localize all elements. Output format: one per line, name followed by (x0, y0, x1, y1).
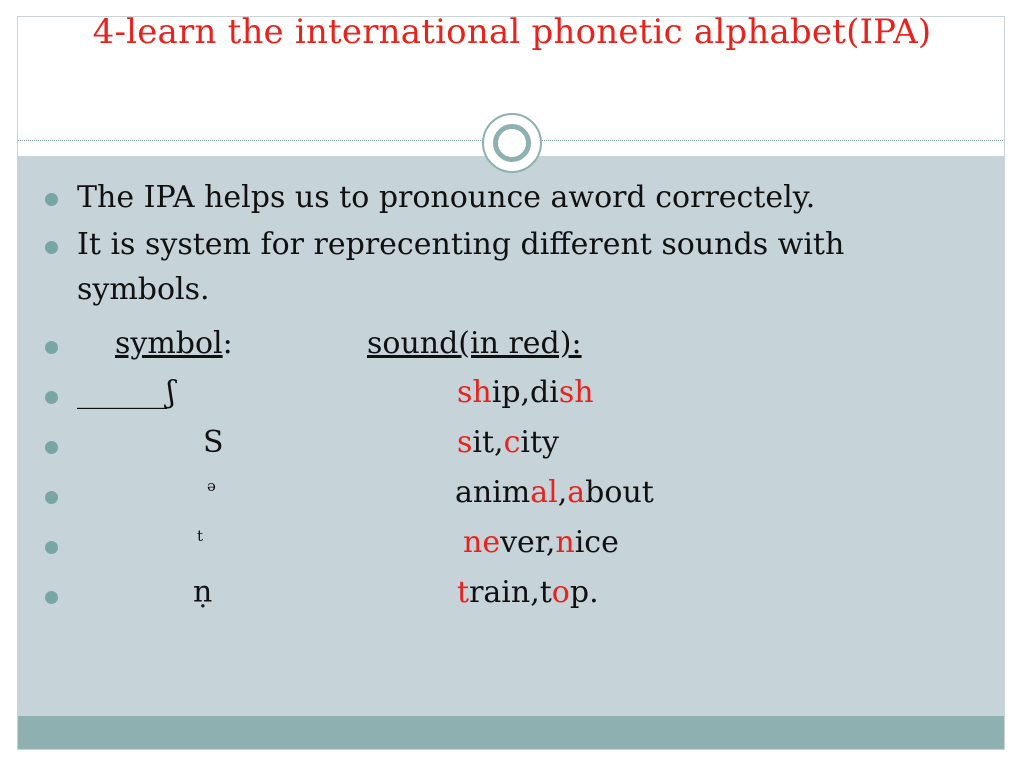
example-black: rain,t (469, 575, 552, 610)
example-red: o (551, 575, 570, 610)
bullet-item (45, 220, 995, 320)
symbol-value: ə (207, 477, 216, 495)
bullet-text: The IPA helps us to pronounce aword correctely. (77, 180, 816, 215)
example-red: sh (457, 375, 492, 410)
example-black: it, (472, 425, 504, 460)
example-cell (457, 419, 559, 467)
slide-title: 4-learn the international phonetic alphabet(IPA) (92, 12, 932, 52)
example-black: , (557, 475, 568, 510)
circle-ornament-icon (482, 113, 542, 173)
symbol-value: S (203, 425, 224, 460)
example-black: ip,di (491, 375, 559, 410)
example-black: ice (574, 525, 619, 560)
example-black: bout (585, 475, 654, 510)
bullet-icon (45, 591, 58, 604)
circle-ornament-inner (493, 124, 531, 162)
example-red: t (457, 575, 470, 610)
table-row (45, 520, 995, 570)
table-row (45, 470, 995, 520)
example-cell (455, 469, 654, 517)
example-black: ity (520, 425, 560, 460)
symbol-header (115, 320, 233, 368)
example-cell (463, 519, 619, 567)
symbol-header-label: symbol (115, 326, 223, 361)
symbol-blank-line: ______ (77, 375, 167, 410)
bullet-icon (45, 193, 58, 206)
example-red: a (567, 475, 586, 510)
example-red: al (530, 475, 558, 510)
bullet-icon (45, 241, 58, 254)
example-black: p. (569, 575, 599, 610)
symbol-value: ṇ (193, 575, 213, 610)
bullet-icon (45, 441, 58, 454)
table-row (45, 420, 995, 470)
example-red: sh (558, 375, 594, 410)
symbol-header-colon: : (222, 326, 233, 361)
table-header-row (45, 320, 995, 370)
bullet-icon (45, 541, 58, 554)
sound-header: sound(in red): (367, 326, 582, 361)
example-red: c (503, 425, 521, 460)
symbol-cell (77, 369, 175, 417)
bullet-icon (45, 391, 58, 404)
table-row (45, 570, 995, 620)
example-black: ver, (500, 525, 556, 560)
bullet-item (45, 172, 995, 222)
example-cell (457, 369, 594, 417)
example-red: n (555, 525, 575, 560)
example-black: anim (455, 475, 531, 510)
example-red: ne (463, 525, 501, 560)
bullet-icon (45, 341, 58, 354)
symbol-value: ʃ (167, 375, 176, 410)
bullet-icon (45, 491, 58, 504)
example-red: s (457, 425, 473, 460)
example-cell (457, 569, 599, 617)
bullet-text: It is system for reprecenting different sounds with symbols. (77, 227, 845, 307)
symbol-value: t (197, 527, 204, 545)
table-row (45, 370, 995, 420)
